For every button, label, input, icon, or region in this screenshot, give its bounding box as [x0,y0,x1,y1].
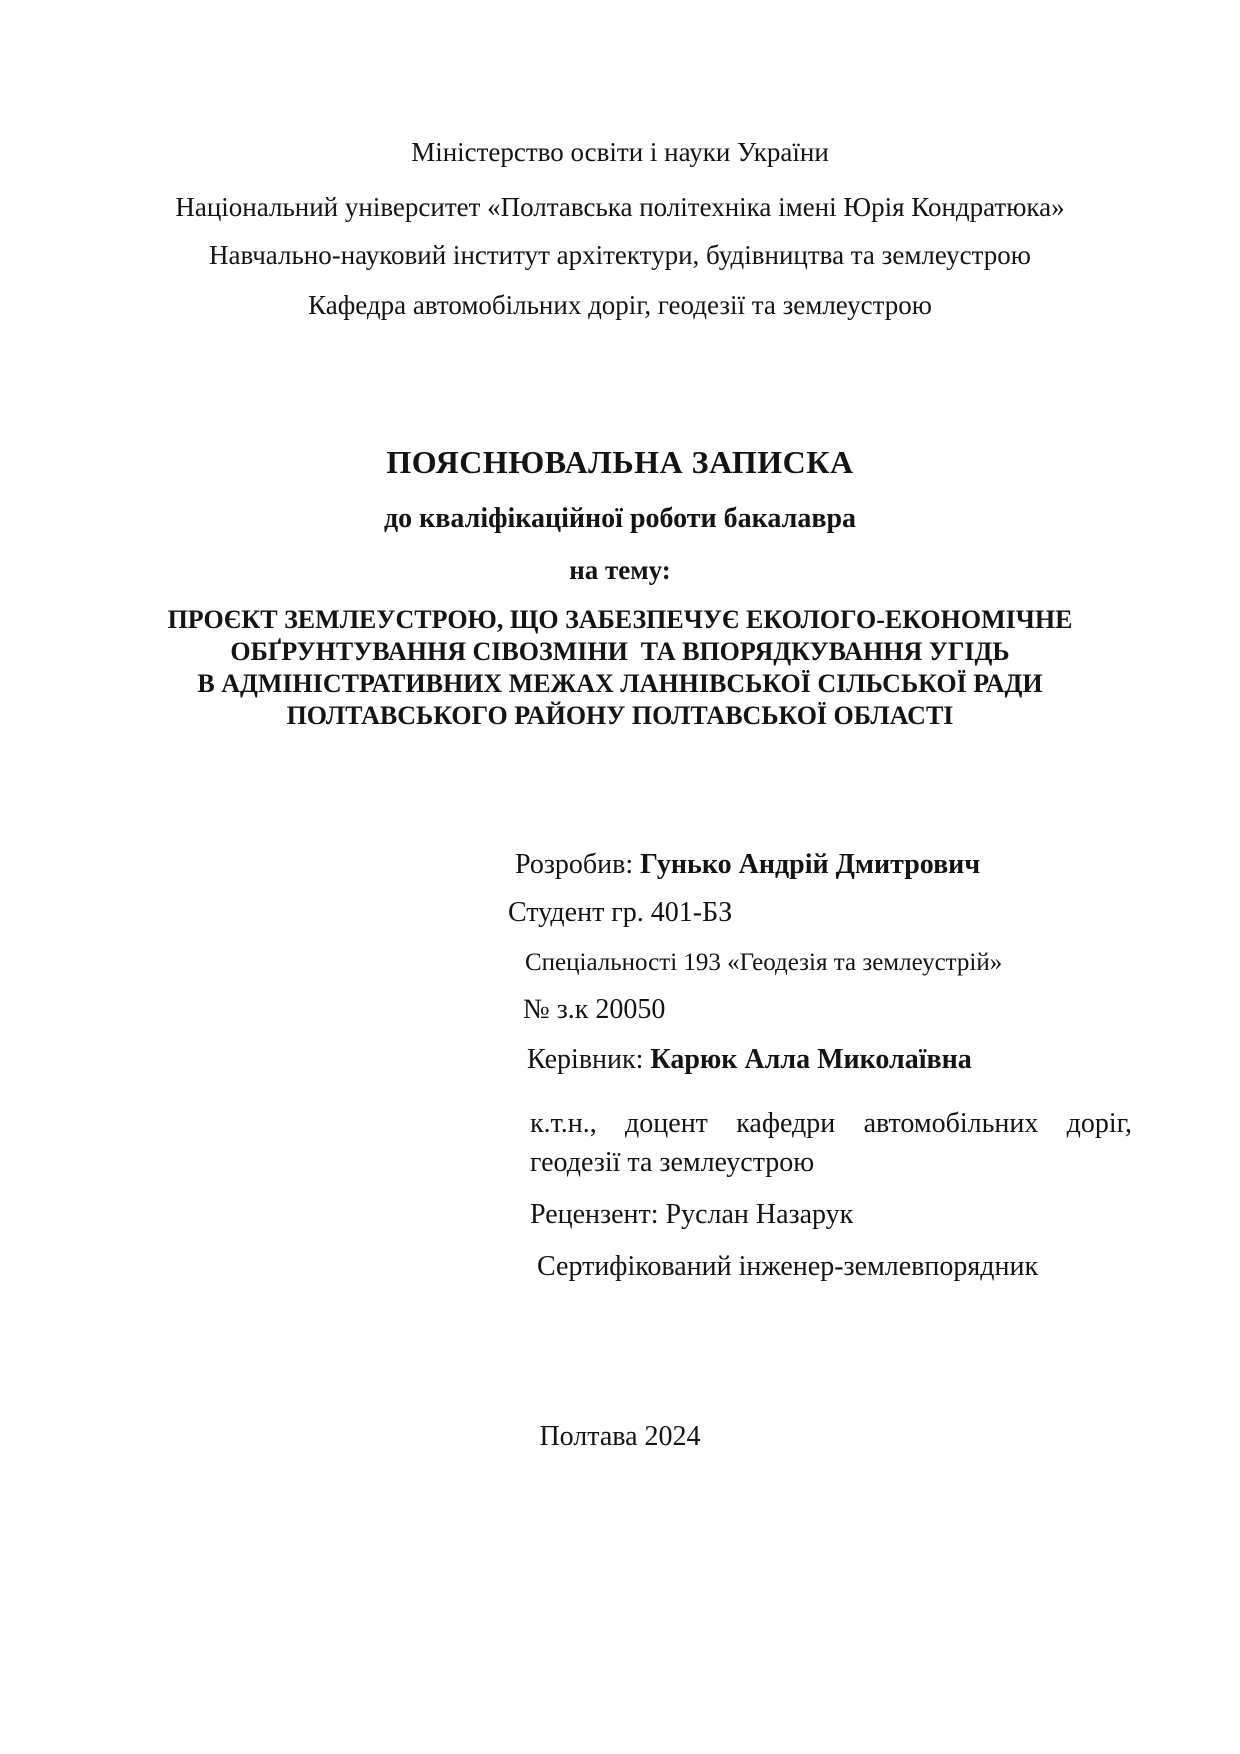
reviewer-row: Рецензент: Руслан Назарук [530,1199,854,1230]
department-line: Кафедра автомобільних доріг, геодезії та землеустрою [308,290,932,320]
document-subtitle: до кваліфікаційної роботи бакалавра [383,503,857,534]
record-book-row: № з.к 20050 [523,994,666,1025]
developer-label: Розробив: [515,849,641,880]
topic-line-2: ОБҐРУНТУВАННЯ СІВОЗМІНИ ТА ВПОРЯДКУВАННЯ УГІДЬ [230,637,1010,666]
supervisor-name: Карюк Алла Миколаївна [650,1044,972,1075]
city-year: Полтава 2024 [539,1421,701,1452]
university-line: Національний університет «Полтавська політехніка імені Юрія Кондратюка» [175,192,1065,222]
reviewer-title-row: Сертифікований інженер-землевпорядник [537,1251,1039,1282]
developer-name: Гунько Андрій Дмитрович [640,849,981,880]
document-title: ПОЯСНЮВАЛЬНА ЗАПИСКА [386,444,854,480]
institute-line: Навчально-науковий інститут архітектури, будівництва та землеустрою [209,240,1031,270]
supervisor-label: Керівник: [527,1044,651,1075]
topic-line-4: ПОЛТАВСЬКОГО РАЙОНУ ПОЛТАВСЬКОЇ ОБЛАСТІ [286,701,954,730]
topic-line-3: В АДМІНІСТРАТИВНИХ МЕЖАХ ЛАННІВСЬКОЇ СІЛЬСЬКОЇ РАДИ [197,669,1043,698]
speciality-row: Спеціальності 193 «Геодезія та землеустрій» [525,949,1003,976]
student-group-row: Студент гр. 401-БЗ [508,897,733,928]
topic-label: на тему: [569,555,671,585]
supervisor-row [508,1041,1151,1079]
supervisor-title-row: к.т.н., доцент кафедри автомобільних доріг, геодезії та землеустрою [530,1108,1132,1178]
topic-line-1: ПРОЄКТ ЗЕМЛЕУСТРОЮ, ЩО ЗАБЕЗПЕЧУЄ ЕКОЛОГО-ЕКОНОМІЧНЕ [167,605,1073,634]
developer-row [508,846,1139,884]
ministry-line: Міністерство освіти і науки України [411,137,829,167]
thesis-topic [120,604,1120,732]
